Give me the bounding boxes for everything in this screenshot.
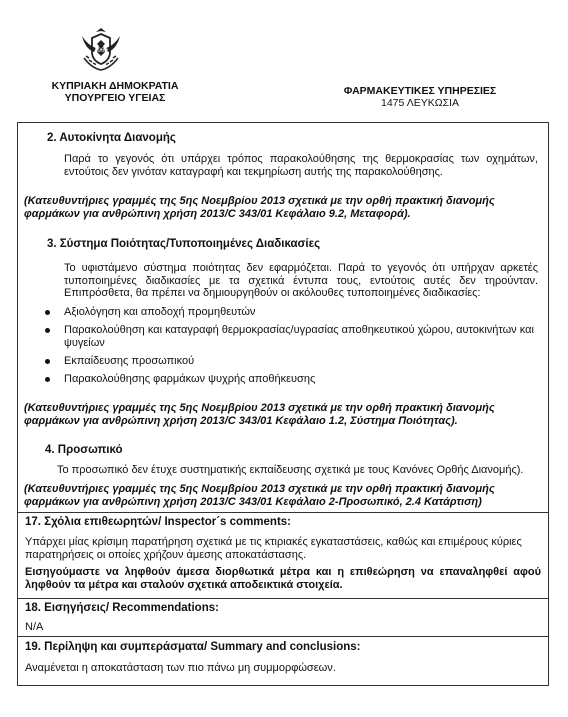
section-2-text: Παρά το γεγονός ότι υπάρχει τρόπος παρακολούθησης της θερμοκρασίας των οχημάτων, εντούτοις δεν γινόταν καταγραφή και τεκμηρίωση αυτής της παρακολούθησης. bbox=[64, 153, 538, 178]
inspector-comments-text: Υπάρχει μίας κρίσιμη παρατήρηση σχετικά με τις κτιριακές εγκαταστάσεις, καθώς και επιμέρους κύριες παρατηρήσεις οι οποίες χρήζουν άμεσης αποκατάστασης. bbox=[25, 536, 522, 561]
inspector-comments-recommendation: Εισηγούμαστε να ληφθούν άμεσα διορθωτικά μέτρα και η επιθεώρηση να επαναληφθεί αφού ληφθούν τα μέτρα και σταλούν σχετικά αποδεικτικά στοιχεία. bbox=[25, 566, 541, 591]
section-3-guideline-line-2: φαρμάκων για ανθρώπινη χρήση 2013/C 343/01 Κεφάλαιο 1.2, Σύστημα Ποιότητας). bbox=[24, 414, 458, 427]
summary-title: 19. Περίληψη και συμπεράσματα/ Summary and conclusions: bbox=[25, 641, 361, 653]
issuer-header bbox=[40, 80, 190, 104]
section-4-guideline bbox=[24, 483, 540, 509]
section-4-text: Το προσωπικό δεν έτυχε συστηματικής εκπαίδευσης σχετικά με τους Κανόνες Ορθής Διανομής). bbox=[57, 464, 524, 476]
section-4-guideline-line-1: (Κατευθυντήριες γραμμές της 5ης Νοεμβρίου 2013 σχετικά με την ορθή πρακτική διανομής bbox=[24, 483, 495, 495]
svg-text:1960: 1960 bbox=[94, 48, 108, 54]
department-header bbox=[330, 85, 510, 109]
section-2-guideline bbox=[24, 195, 540, 221]
bullet-icon bbox=[45, 359, 50, 364]
recommendations-text: N/A bbox=[25, 621, 44, 633]
inspector-comments-title: 17. Σχόλια επιθεωρητών/ Inspector´s comments: bbox=[25, 516, 291, 528]
section-3-guideline-line-1: (Κατευθυντήριες γραμμές της 5ης Νοεμβρίου 2013 σχετικά με την ορθή πρακτική διανομής bbox=[24, 402, 495, 414]
section-2-title: 2. Αυτοκίνητα Διανομής bbox=[47, 132, 176, 144]
list-item-text: Εκπαίδευσης προσωπικού bbox=[64, 355, 195, 367]
issuer-republic: ΚΥΠΡΙΑΚΗ ΔΗΜΟΚΡΑΤΙΑ bbox=[51, 80, 179, 92]
divider bbox=[17, 636, 549, 637]
issuer-ministry: ΥΠΟΥΡΓΕΙΟ ΥΓΕΙΑΣ bbox=[64, 92, 166, 104]
summary-text: Αναμένεται η αποκατάσταση των πιο πάνω μη συμμορφώσεων. bbox=[25, 662, 336, 674]
department-address: 1475 ΛΕΥΚΩΣΙΑ bbox=[381, 97, 459, 109]
list-item bbox=[64, 324, 538, 349]
bullet-icon bbox=[45, 310, 50, 315]
list-item bbox=[64, 373, 534, 386]
list-item-text: Παρακολούθησης φαρμάκων ψυχρής αποθήκευσης bbox=[64, 373, 316, 385]
list-item bbox=[64, 355, 534, 368]
list-item-text: Αξιολόγηση και αποδοχή προμηθευτών bbox=[64, 306, 256, 318]
section-3-guideline bbox=[24, 402, 540, 428]
bullet-icon bbox=[45, 377, 50, 382]
coat-of-arms-emblem bbox=[72, 22, 130, 74]
divider bbox=[17, 598, 549, 599]
section-4-title: 4. Προσωπικό bbox=[45, 444, 123, 456]
recommendations-title: 18. Εισηγήσεις/ Recommendations: bbox=[25, 602, 219, 614]
section-2-guideline-line-2: φαρμάκων για ανθρώπινη χρήση 2013/C 343/01 Κεφάλαιο 9.2, Μεταφορά). bbox=[24, 207, 411, 220]
bullet-icon bbox=[45, 328, 50, 333]
divider bbox=[17, 512, 549, 513]
department-name: ΦΑΡΜΑΚΕΥΤΙΚΕΣ ΥΠΗΡΕΣΙΕΣ bbox=[343, 85, 497, 97]
section-4-guideline-line-2: φαρμάκων για ανθρώπινη χρήση 2013/C 343/01 Κεφάλαιο 2-Προσωπικό, 2.4 Κατάρτιση) bbox=[24, 495, 482, 508]
list-item bbox=[64, 306, 534, 319]
list-item-text: Παρακολούθηση και καταγραφή θερμοκρασίας/υγρασίας αποθηκευτικού χώρου, αυτοκινήτων και ψυγείων bbox=[64, 324, 534, 349]
section-3-text: Το υφιστάμενο σύστημα ποιότητας δεν εφαρμόζεται. Παρά το γεγονός ότι υπήρχαν αρκετές τυποποιημένες διαδικασίες με τα σχετικά έντυπα τους, εντούτοις αυτές δεν τηρούνταν. Επιπρόσθετα, θα πρέπει να δημιουργηθούν οι ακόλουθες τυποποιημένες διαδικασίες: bbox=[64, 262, 538, 300]
section-2-guideline-line-1: (Κατευθυντήριες γραμμές της 5ης Νοεμβρίου 2013 σχετικά με την ορθή πρακτική διανομής bbox=[24, 195, 495, 207]
section-3-title: 3. Σύστημα Ποιότητας/Τυποποιημένες Διαδικασίες bbox=[47, 238, 321, 250]
